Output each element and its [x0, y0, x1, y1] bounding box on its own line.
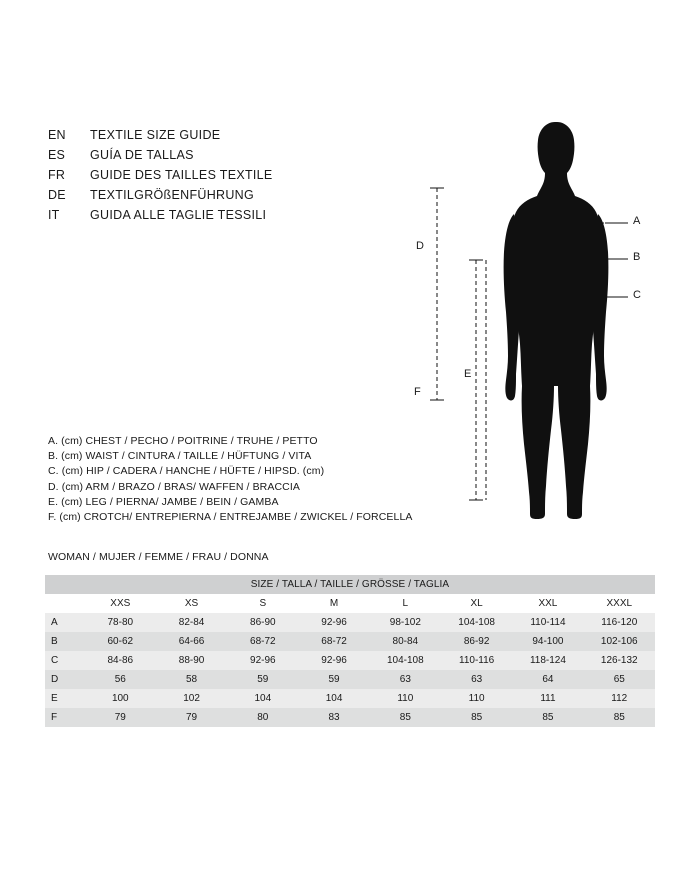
size-table: [45, 575, 655, 727]
table-header-xxxl: XXXL: [584, 594, 655, 613]
cell-c-m: 92-96: [298, 651, 369, 670]
cell-a-s: 86-90: [227, 613, 298, 632]
table-header-xxs: XXS: [85, 594, 156, 613]
cell-e-xs: 102: [156, 689, 227, 708]
cell-a-m: 92-96: [298, 613, 369, 632]
title-text-de: TEXTILGRÖßENFÜHRUNG: [90, 188, 255, 202]
table-row: [45, 651, 655, 670]
title-lang-it: IT: [48, 208, 60, 222]
cell-b-xs: 64-66: [156, 632, 227, 651]
cell-c-l: 104-108: [370, 651, 441, 670]
title-row: [48, 128, 378, 148]
row-label-f: F: [45, 708, 85, 727]
cell-e-xxxl: 112: [584, 689, 655, 708]
cell-b-s: 68-72: [227, 632, 298, 651]
cell-c-xxxl: 126-132: [584, 651, 655, 670]
title-text-es: GUÍA DE TALLAS: [90, 148, 194, 162]
cell-b-l: 80-84: [370, 632, 441, 651]
cell-a-xxl: 110-114: [512, 613, 583, 632]
cell-f-xs: 79: [156, 708, 227, 727]
row-label-a: A: [45, 613, 85, 632]
cell-c-xl: 110-116: [441, 651, 512, 670]
table-row: [45, 632, 655, 651]
legend-line-c: C. (cm) HIP / CADERA / HANCHE / HÜFTE / HIPSD. (cm): [48, 465, 325, 478]
cell-c-s: 92-96: [227, 651, 298, 670]
female-silhouette-icon: [504, 122, 609, 519]
title-row: [48, 168, 378, 188]
cell-c-xxl: 118-124: [512, 651, 583, 670]
cell-e-xxl: 111: [512, 689, 583, 708]
title-lang-en: EN: [48, 128, 66, 142]
title-row: [48, 148, 378, 168]
cell-f-l: 85: [370, 708, 441, 727]
row-label-d: D: [45, 670, 85, 689]
legend-line-a: A. (cm) CHEST / PECHO / POITRINE / TRUHE / PETTO: [48, 435, 318, 447]
row-label-c: C: [45, 651, 85, 670]
table-row: [45, 689, 655, 708]
title-text-it: GUIDA ALLE TAGLIE TESSILI: [90, 208, 267, 222]
cell-b-m: 68-72: [298, 632, 369, 651]
title-row: [48, 208, 378, 228]
cell-f-xxs: 79: [85, 708, 156, 727]
table-row: [45, 613, 655, 632]
row-label-b: B: [45, 632, 85, 651]
measure-label-a: A: [633, 215, 641, 227]
cell-a-xxs: 78-80: [85, 613, 156, 632]
cell-e-s: 104: [227, 689, 298, 708]
table-header-xxl: XXL: [512, 594, 583, 613]
cell-d-xs: 58: [156, 670, 227, 689]
cell-d-s: 59: [227, 670, 298, 689]
legend-line-d: D. (cm) ARM / BRAZO / BRAS/ WAFFEN / BRACCIA: [48, 480, 300, 493]
table-header-blank: [45, 594, 85, 613]
gender-line: WOMAN / MUJER / FEMME / FRAU / DONNA: [48, 551, 269, 563]
cell-b-xxs: 60-62: [85, 632, 156, 651]
cell-c-xs: 88-90: [156, 651, 227, 670]
legend-line-b: B. (cm) WAIST / CINTURA / TAILLE / HÜFTUNG / VITA: [48, 450, 312, 463]
title-text-fr: GUIDE DES TAILLES TEXTILE: [90, 168, 273, 182]
cell-b-xl: 86-92: [441, 632, 512, 651]
table-header-s: S: [227, 594, 298, 613]
cell-e-m: 104: [298, 689, 369, 708]
cell-f-s: 80: [227, 708, 298, 727]
measure-label-d: D: [416, 240, 424, 252]
cell-e-l: 110: [370, 689, 441, 708]
measure-label-b: B: [633, 251, 641, 263]
title-row: [48, 188, 378, 208]
cell-d-xl: 63: [441, 670, 512, 689]
measure-leader-lines: [605, 223, 628, 297]
measure-label-f: F: [414, 386, 421, 398]
cell-a-l: 98-102: [370, 613, 441, 632]
table-row: [45, 670, 655, 689]
title-text-en: TEXTILE SIZE GUIDE: [90, 128, 221, 142]
legend-line-e: E. (cm) LEG / PIERNA/ JAMBE / BEIN / GAMBA: [48, 495, 279, 508]
table-header-xs: XS: [156, 594, 227, 613]
measure-label-e: E: [464, 368, 472, 380]
table-header-m: M: [298, 594, 369, 613]
cell-b-xxxl: 102-106: [584, 632, 655, 651]
cell-e-xl: 110: [441, 689, 512, 708]
title-block: [48, 128, 378, 228]
legend-line-f: F. (cm) CROTCH/ ENTREPIERNA / ENTREJAMBE / ZWICKEL / FORCELLA: [48, 511, 413, 524]
cell-a-xxxl: 116-120: [584, 613, 655, 632]
measure-label-c: C: [633, 289, 641, 301]
cell-d-xxxl: 65: [584, 670, 655, 689]
cell-d-m: 59: [298, 670, 369, 689]
cell-f-xxl: 85: [512, 708, 583, 727]
cell-a-xl: 104-108: [441, 613, 512, 632]
cell-f-m: 83: [298, 708, 369, 727]
cell-d-xxs: 56: [85, 670, 156, 689]
row-label-e: E: [45, 689, 85, 708]
table-caption: SIZE / TALLA / TAILLE / GRÖSSE / TAGLIA: [45, 575, 655, 594]
table-header-row: [45, 594, 655, 613]
title-lang-es: ES: [48, 148, 66, 162]
cell-d-xxl: 64: [512, 670, 583, 689]
cell-c-xxs: 84-86: [85, 651, 156, 670]
cell-e-xxs: 100: [85, 689, 156, 708]
cell-a-xs: 82-84: [156, 613, 227, 632]
table-header-xl: XL: [441, 594, 512, 613]
table-row: [45, 708, 655, 727]
cell-f-xxxl: 85: [584, 708, 655, 727]
title-lang-fr: FR: [48, 168, 66, 182]
cell-b-xxl: 94-100: [512, 632, 583, 651]
legend-block: [48, 434, 468, 525]
title-lang-de: DE: [48, 188, 66, 202]
cell-d-l: 63: [370, 670, 441, 689]
table-header-l: L: [370, 594, 441, 613]
table-caption-row: [45, 575, 655, 594]
cell-f-xl: 85: [441, 708, 512, 727]
